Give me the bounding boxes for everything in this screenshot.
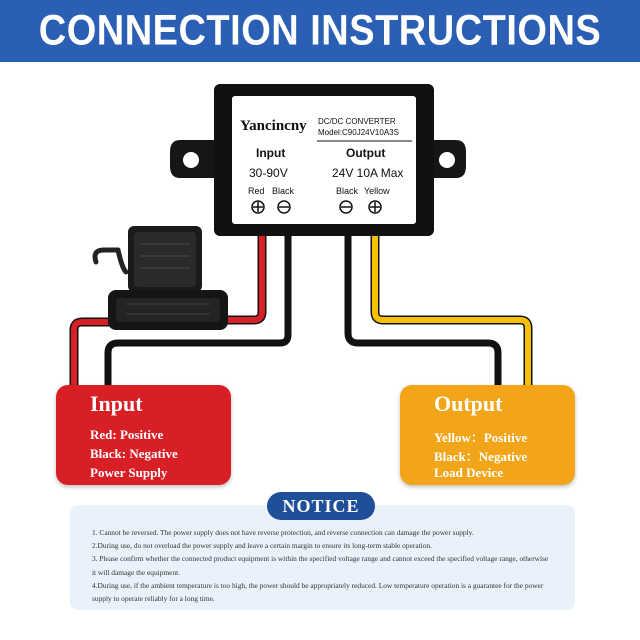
notice-text — [92, 526, 552, 605]
output-box-title: Output — [434, 391, 503, 416]
input-box-line: Power Supply — [90, 465, 168, 480]
input-box-line: Red: Positive — [90, 427, 164, 442]
output-positive-terminal-icon — [369, 201, 381, 213]
converter-model: Model:C90J24V10A3S — [318, 128, 399, 137]
fuse-holder — [95, 226, 228, 330]
input-info-box — [56, 385, 231, 485]
notice-item: 4.During use, if the ambient temperature is too high, the power should be appropriately reduced. Low temperature operation is a guarantee for the power supply to operate reliably for a long time. — [92, 580, 544, 604]
converter-input-red-label: Red — [248, 186, 265, 196]
output-box-line: Black：Negative — [434, 449, 528, 464]
dc-converter-module — [170, 84, 466, 236]
converter-output-label: Output — [346, 146, 386, 160]
converter-input-voltage: 30-90V — [249, 166, 288, 180]
notice-title: NOTICE — [267, 492, 375, 520]
converter-product: DC/DC CONVERTER — [318, 117, 396, 126]
input-box-line: Black: Negative — [90, 446, 178, 461]
input-box-title: Input — [90, 391, 143, 416]
notice-item: 2.During use, do not overload the power supply and leave a certain margin to ensure its long-term stable operation. — [92, 541, 432, 551]
converter-brand: Yancincny — [240, 118, 307, 134]
converter-output-black-label: Black — [336, 186, 359, 196]
output-yellow-wire — [375, 230, 528, 388]
output-info-box — [400, 385, 575, 485]
converter-output-rating: 24V 10A Max — [332, 166, 404, 180]
output-box-line: Yellow：Positive — [434, 430, 528, 445]
converter-input-label: Input — [256, 146, 286, 160]
converter-input-black-label: Black — [272, 186, 295, 196]
input-positive-terminal-icon — [252, 201, 264, 213]
notice-item: 3. Please confirm whether the connected product equipment is within the specified voltage range and cannot exceed the specified voltage range, otherwise it will damage the equipment. — [92, 554, 549, 577]
notice-item: 1. Cannot be reversed. The power supply does not have reverse protection, and reverse connection can damage the power supply. — [92, 528, 474, 537]
output-box-line: Load Device — [434, 465, 503, 480]
page-title: CONNECTION INSTRUCTIONS — [38, 6, 602, 54]
converter-output-yellow-label: Yellow — [364, 186, 390, 196]
